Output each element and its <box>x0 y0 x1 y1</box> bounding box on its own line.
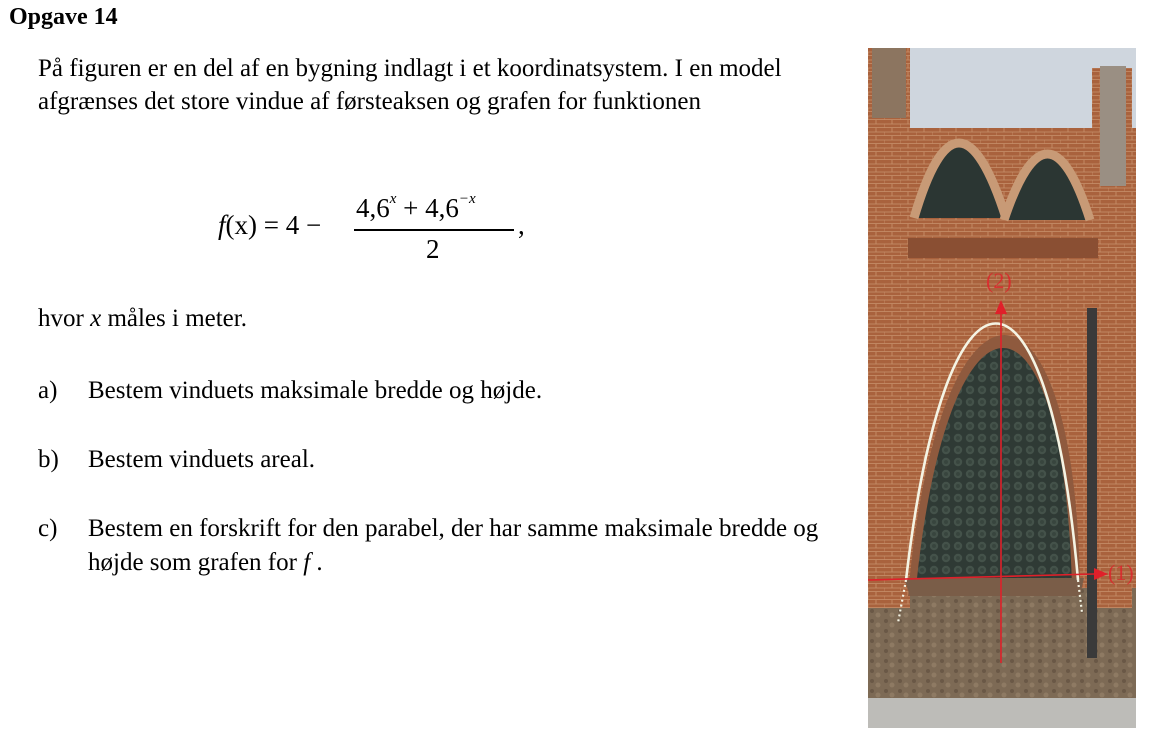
exercise-title: Opgave 14 <box>9 4 118 30</box>
left-pinnacle <box>872 48 906 118</box>
question-b-text: Bestem vinduets areal. <box>88 446 316 473</box>
formula-comma: , <box>518 210 525 240</box>
formula-denominator: 2 <box>426 234 440 264</box>
units-line: hvor x måles i meter. <box>38 305 247 332</box>
cornice <box>908 238 1098 258</box>
formula-numerator: $4,6^x + 4,6^{-x}$ <box>356 191 476 223</box>
question-a-text: Bestem vinduets maksimale bredde og højde. <box>88 377 543 404</box>
building-photo <box>868 48 1136 728</box>
formula-lhs: f(x) = 4 − <box>218 210 322 240</box>
question-b-label: b) <box>38 446 59 473</box>
second-axis-label: (2) <box>986 268 1012 293</box>
right-pinnacle <box>1100 66 1126 186</box>
intro-paragraph: På figuren er en del af en bygning indlagt i et koordinatsystem. I en model afgrænses det store vindue af førsteaksen og grafen for funktionen <box>38 55 782 115</box>
question-c-label: c) <box>38 515 58 542</box>
question-a-label: a) <box>38 377 58 404</box>
downpipe <box>1087 308 1097 658</box>
left-pillar <box>868 48 910 608</box>
sidewalk <box>868 698 1136 728</box>
fraction-bar <box>354 229 514 231</box>
function-formula <box>218 193 548 273</box>
question-c-text: Bestem en forskrift for den parabel, der har samme maksimale bredde og højde som grafen for f . <box>88 515 819 576</box>
first-axis-label: (1) <box>1108 560 1134 585</box>
